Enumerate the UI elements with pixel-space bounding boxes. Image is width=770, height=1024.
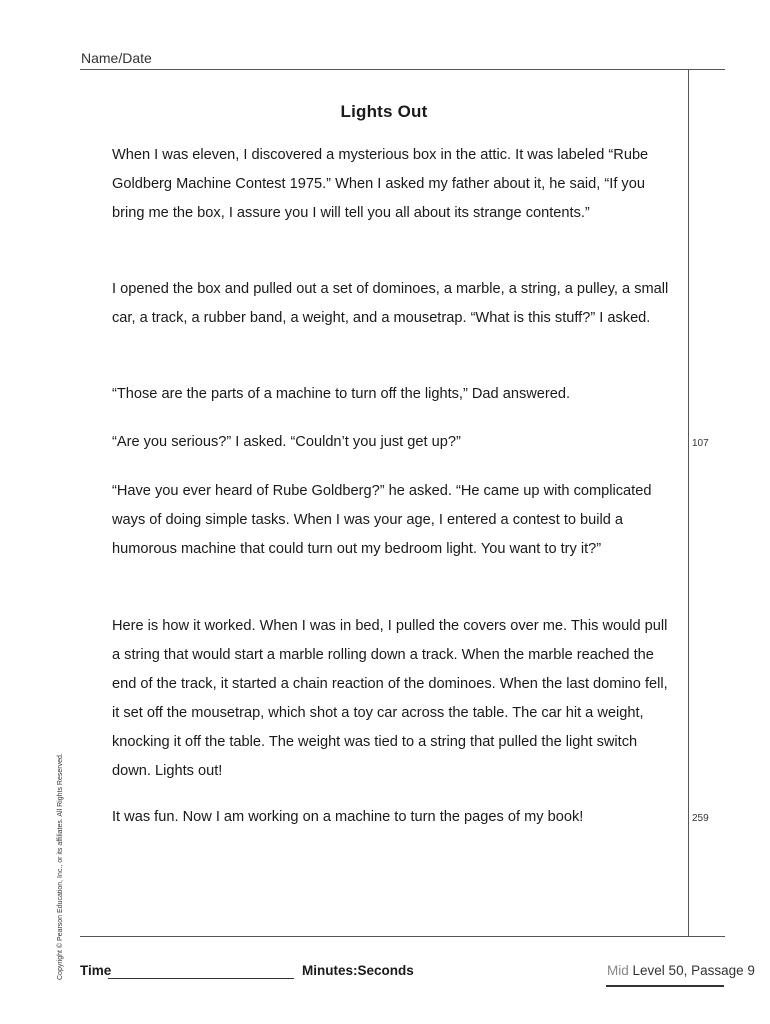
- copyright-notice: Copyright © Pearson Education, Inc., or its affiliates. All Rights Reserved.: [57, 753, 64, 980]
- level-underline: [606, 985, 724, 987]
- passage-title: Lights Out: [340, 102, 428, 121]
- level-text: Level 50, Passage 9: [632, 963, 755, 978]
- level-passage-label: [607, 963, 755, 978]
- top-rule: [80, 69, 725, 70]
- passage-paragraph: When I was eleven, I discovered a mysterious box in the attic. It was labeled “Rube Goldberg Machine Contest 1975.” When I asked my father about it, he said, “If you bring me the box, I assure you I will tell you all about its strange contents.”: [112, 147, 649, 221]
- passage-paragraph: “Are you serious?” I asked. “Couldn’t you just get up?”: [112, 434, 461, 450]
- passage-paragraph: “Those are the parts of a machine to turn off the lights,” Dad answered.: [112, 386, 571, 402]
- level-prefix: Mid: [607, 963, 629, 978]
- word-count-marker: 107: [692, 438, 709, 449]
- name-date-label: Name/Date: [81, 50, 152, 66]
- minutes-seconds-label: Minutes:Seconds: [302, 963, 414, 978]
- passage-paragraph: “Have you ever heard of Rube Goldberg?” he asked. “He came up with complicated ways of doing simple tasks. When I was your age, I entered a contest to build a humorous machine that could turn out my bedroom light. You want to try it?”: [112, 483, 652, 557]
- time-entry-line: [108, 978, 294, 979]
- passage-paragraph: Here is how it worked. When I was in bed, I pulled the covers over me. This would pull a string that would start a marble rolling down a track. When the marble reached the end of the track, it started a chain reaction of the dominoes. When the last domino fell, it set off the mousetrap, which shot a toy car across the table. The car hit a weight, knocking it off the table. The weight was tied to a string that pulled the light switch down. Lights out!: [112, 618, 668, 779]
- passage-paragraph: It was fun. Now I am working on a machine to turn the pages of my book!: [112, 809, 584, 825]
- word-count-marker: 259: [692, 813, 709, 824]
- right-margin-rule: [688, 69, 689, 937]
- passage-paragraph: I opened the box and pulled out a set of dominoes, a marble, a string, a pulley, a small car, a track, a rubber band, a weight, and a mousetrap. “What is this stuff?” I asked.: [112, 281, 669, 326]
- bottom-rule: [80, 936, 725, 937]
- time-label: Time: [80, 963, 112, 978]
